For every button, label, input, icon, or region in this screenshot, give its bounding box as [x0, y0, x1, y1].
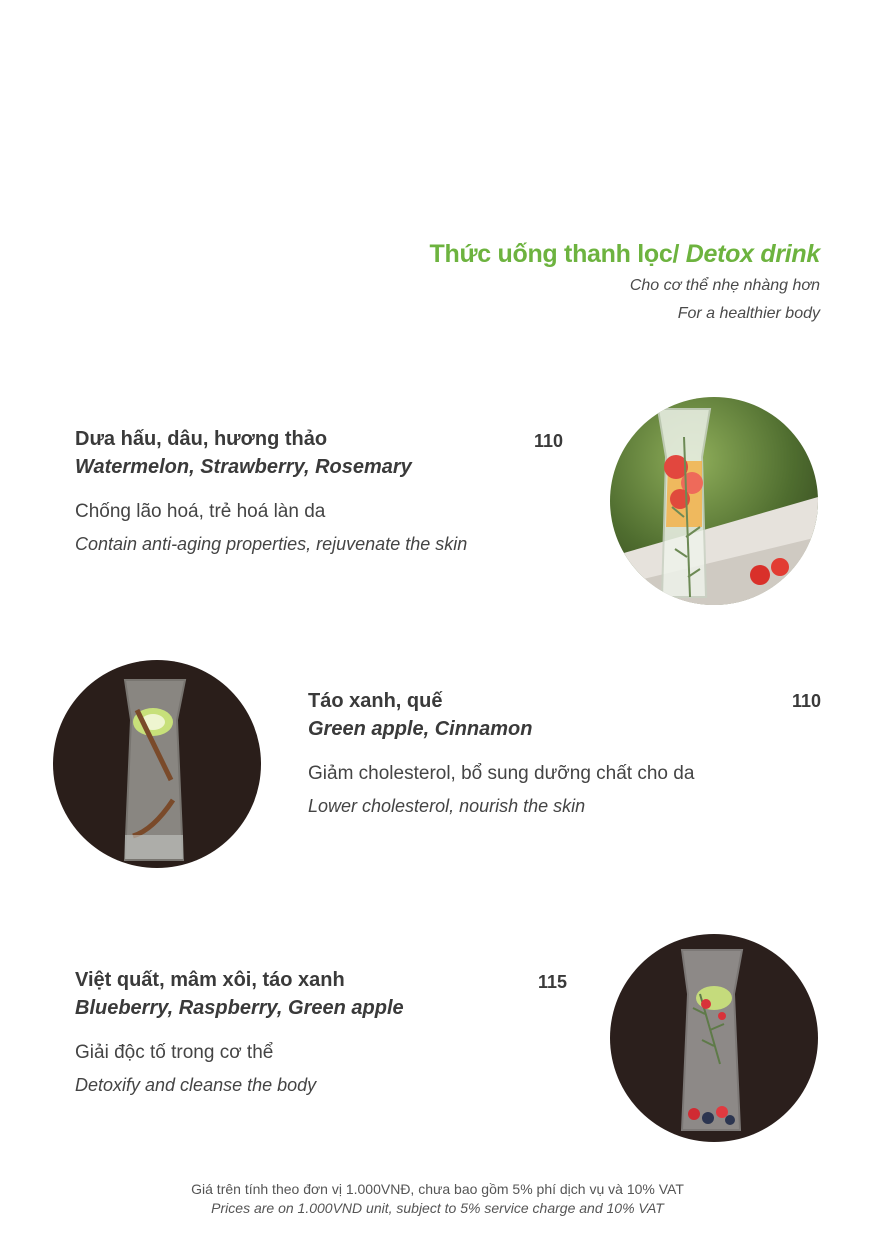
section-subtitle-en: For a healthier body	[677, 305, 820, 322]
menu-item-green-apple	[308, 690, 694, 817]
blueberry-drink-illustration	[610, 934, 818, 1142]
section-title-en: Detox drink	[685, 240, 820, 268]
drink-photo-green-apple	[53, 660, 261, 868]
item-desc-en: Contain anti-aging properties, rejuvenate the skin	[75, 534, 468, 554]
item-name-en: Blueberry, Raspberry, Green apple	[75, 997, 404, 1019]
section-title-vi: Thức uống thanh lọc/	[429, 240, 680, 268]
menu-item-watermelon	[75, 428, 467, 555]
item-name-vi: Việt quất, mâm xôi, táo xanh	[75, 969, 345, 991]
item-name-vi: Dưa hấu, dâu, hương thảo	[75, 428, 328, 450]
section-title	[430, 240, 820, 269]
drink-photo-blueberry	[610, 934, 818, 1142]
item-price: 110	[534, 431, 564, 451]
item-name-vi: Táo xanh, quế	[308, 690, 443, 712]
green-apple-drink-illustration	[53, 660, 261, 868]
item-desc-en: Lower cholesterol, nourish the skin	[308, 796, 586, 816]
item-desc-vi: Giải độc tố trong cơ thể	[75, 1042, 274, 1063]
section-header	[430, 240, 820, 323]
item-desc-vi: Giảm cholesterol, bổ sung dưỡng chất cho da	[308, 763, 695, 784]
item-price: 110	[792, 691, 822, 711]
item-desc-vi: Chống lão hoá, trẻ hoá làn da	[75, 501, 326, 522]
drink-photo-watermelon	[610, 397, 818, 605]
footnote-vi: Giá trên tính theo đơn vị 1.000VNĐ, chưa bao gồm 5% phí dịch vụ và 10% VAT	[191, 1181, 684, 1197]
section-subtitle-vi: Cho cơ thể nhẹ nhàng hơn	[629, 277, 820, 294]
price-footnote	[0, 1180, 875, 1218]
item-desc-en: Detoxify and cleanse the body	[75, 1075, 317, 1095]
watermelon-drink-illustration	[610, 397, 818, 605]
menu-item-blueberry	[75, 969, 404, 1096]
item-name-en: Green apple, Cinnamon	[308, 718, 533, 740]
item-name-en: Watermelon, Strawberry, Rosemary	[75, 456, 412, 478]
footnote-en: Prices are on 1.000VND unit, subject to 5% service charge and 10% VAT	[211, 1200, 664, 1216]
item-price: 115	[538, 972, 568, 992]
